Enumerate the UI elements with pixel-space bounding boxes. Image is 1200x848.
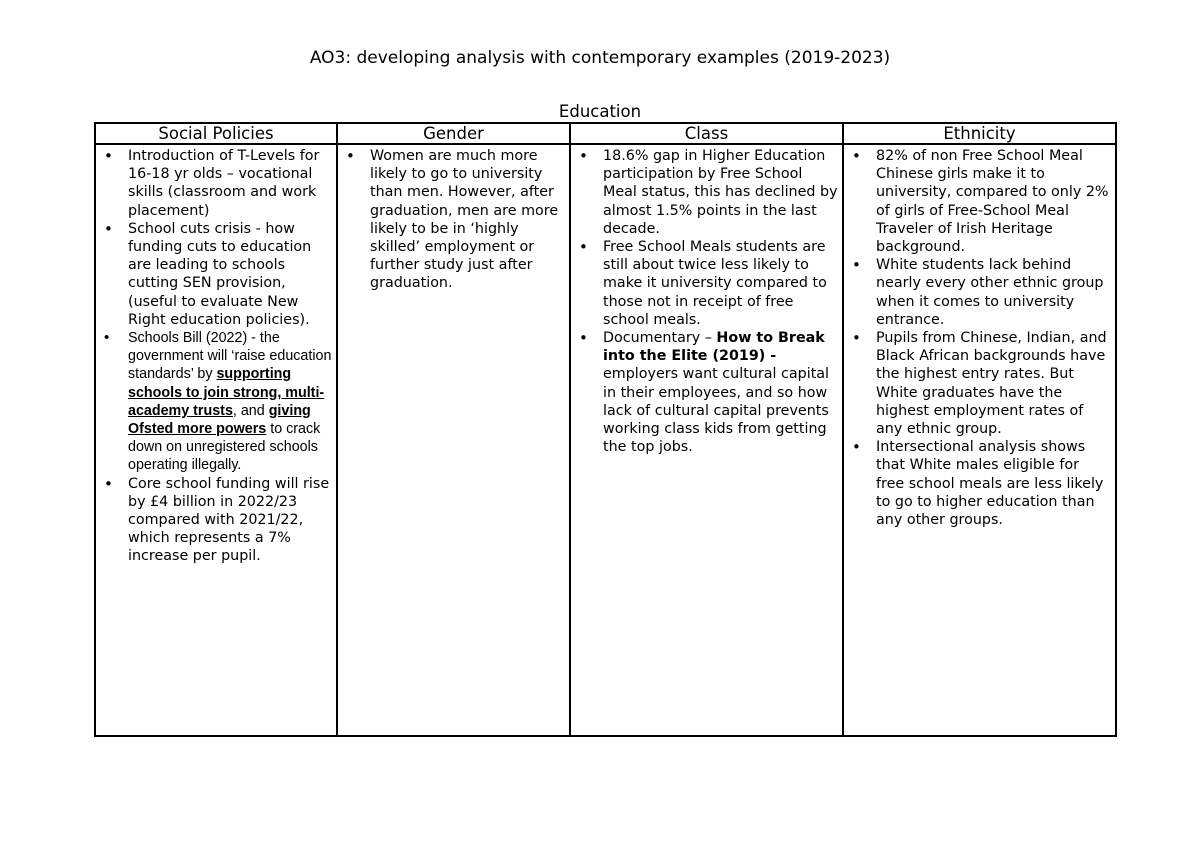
header-ethnicity: Ethnicity bbox=[843, 123, 1116, 144]
list-item bbox=[102, 475, 332, 566]
header-row bbox=[95, 123, 1116, 144]
header-class: Class bbox=[570, 123, 843, 144]
bullet-text: Documentary – bbox=[603, 330, 717, 347]
bullet-text: employers want cultural capital in their employees, and so how lack of cultural capital prevents working class kids from getting the top jobs. bbox=[603, 366, 830, 456]
content-row bbox=[95, 144, 1116, 736]
bullet-text: 18.6% gap in Higher Education participation by Free School Meal status, this has declined by almost 1.5% points in the last decade. bbox=[603, 148, 838, 237]
bullet-text: Pupils from Chinese, Indian, and Black African backgrounds have the highest entry rates. But White graduates have the highest employment rates of any ethnic group. bbox=[876, 330, 1107, 438]
document-title: AO3: developing analysis with contemporary examples (2019-2023) bbox=[309, 48, 891, 68]
list-item bbox=[577, 147, 838, 238]
bullet-text: Core school funding will rise by £4 billion in 2022/23 compared with 2021/22, which represents a 7% increase per pupil. bbox=[128, 475, 330, 565]
list-item bbox=[850, 438, 1111, 529]
social-policies-cell bbox=[95, 144, 337, 736]
class-list bbox=[577, 147, 838, 456]
documentary-title-emphasis: How to Break into the Elite (2019) - bbox=[603, 330, 825, 365]
list-item bbox=[102, 220, 332, 329]
ethnicity-cell bbox=[843, 144, 1116, 736]
class-cell bbox=[570, 144, 843, 736]
gender-cell bbox=[337, 144, 570, 736]
list-item bbox=[850, 256, 1111, 329]
bullet-text: Introduction of T-Levels for 16-18 yr olds – vocational skills (classroom and work placement) bbox=[128, 148, 320, 219]
bullet-text: School cuts crisis - how funding cuts to education are leading to schools cutting SEN provision, (useful to evaluate New Right education policies). bbox=[128, 220, 312, 328]
bullet-text: Free School Meals students are still about twice less likely to make it university compared to those not in receipt of free school meals. bbox=[603, 239, 827, 328]
list-item bbox=[850, 147, 1111, 256]
header-gender: Gender bbox=[337, 123, 570, 144]
bullet-text: Intersectional analysis shows that White males eligible for free school meals are less likely to go to higher education than any other groups. bbox=[876, 439, 1104, 529]
gender-list bbox=[344, 147, 565, 293]
bullet-text: , and bbox=[232, 402, 269, 419]
bullet-text: to crack down on unregistered schools operating illegally. bbox=[128, 421, 321, 474]
bullet-text: White students lack behind nearly every other ethnic group when it comes to university entrance. bbox=[876, 257, 1104, 328]
education-table bbox=[94, 122, 1117, 737]
ofsted-powers-emphasis: giving Ofsted more powers bbox=[128, 402, 311, 438]
bullet-text: 82% of non Free School Meal Chinese girls make it to university, compared to only 2% of girls of Free-School Meal Traveler of Irish Heritage background. bbox=[876, 148, 1109, 256]
bullet-text: Schools Bill (2022) - the government will ‘raise education standards’ by bbox=[128, 330, 332, 383]
list-item bbox=[577, 329, 838, 456]
ethnicity-list bbox=[850, 147, 1111, 529]
bullet-text: Women are much more likely to go to university than men. However, after graduation, men are more likely to be in ‘highly skilled’ employment or further study just after graduation. bbox=[370, 148, 559, 292]
table-caption: Education bbox=[558, 102, 642, 121]
list-item bbox=[102, 147, 332, 220]
list-item bbox=[102, 329, 332, 475]
list-item bbox=[850, 329, 1111, 438]
list-item bbox=[344, 147, 565, 293]
social-policies-list bbox=[102, 147, 332, 566]
header-social-policies: Social Policies bbox=[95, 123, 337, 144]
list-item bbox=[577, 238, 838, 329]
multi-academy-trusts-emphasis: supporting schools to join strong, multi-academy trusts bbox=[128, 366, 325, 419]
